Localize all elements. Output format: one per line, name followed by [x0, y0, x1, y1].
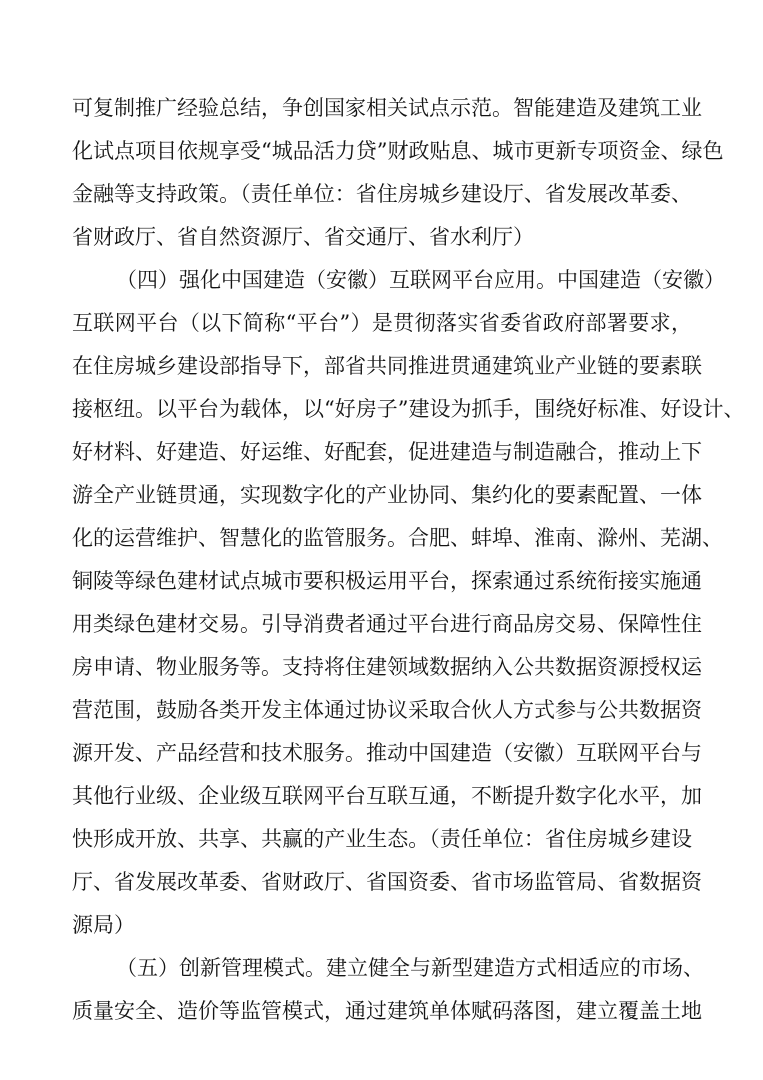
text-line-9: 好材料、好建造、好运维、好配套，促进建造与制造融合，推动上下 — [72, 440, 702, 464]
text-line-8: 接枢纽。以平台为载体，以“好房子”建设为抓手，围绕好标准、好设计、 — [72, 397, 745, 421]
text-line-18: 快形成开放、共享、共赢的产业生态。（责任单位：省住房城乡建设 — [72, 827, 692, 851]
text-line-19: 厅、省发展改革委、省财政厅、省国资委、省市场监管局、省数据资 — [72, 870, 702, 894]
text-line-20: 源局） — [72, 913, 135, 937]
text-line-12: 铜陵等绿色建材试点城市要积极运用平台，探索通过系统衔接实施通 — [72, 569, 702, 593]
section-heading-5: （五）创新管理模式。建立健全与新型建造方式相适应的市场、 — [116, 956, 704, 980]
section-heading-4: （四）强化中国建造（安徽）互联网平台应用。中国建造（安徽） — [116, 268, 725, 292]
text-line-17: 其他行业级、企业级互联网平台互联互通，不断提升数字化水平，加 — [72, 784, 702, 808]
text-line-14: 房申请、物业服务等。支持将住建领域数据纳入公共数据资源授权运 — [72, 655, 702, 679]
text-line-1: 可复制推广经验总结，争创国家相关试点示范。智能建造及建筑工业 — [72, 96, 702, 120]
text-line-13: 用类绿色建材交易。引导消费者通过平台进行商品房交易、保障性住 — [72, 612, 702, 636]
text-line-4: 省财政厅、省自然资源厅、省交通厅、省水利厅） — [72, 225, 534, 249]
text-line-16: 源开发、产品经营和技术服务。推动中国建造（安徽）互联网平台与 — [72, 741, 702, 765]
text-line-3: 金融等支持政策。（责任单位：省住房城乡建设厅、省发展改革委、 — [72, 182, 692, 206]
text-line-11: 化的运营维护、智慧化的监管服务。合肥、蚌埠、淮南、滁州、芜湖、 — [72, 526, 723, 550]
text-line-10: 游全产业链贯通，实现数字化的产业协同、集约化的要素配置、一体 — [72, 483, 702, 507]
text-line-22: 质量安全、造价等监管模式，通过建筑单体赋码落图，建立覆盖土地 — [72, 999, 702, 1023]
text-line-7: 在住房城乡建设部指导下，部省共同推进贯通建筑业产业链的要素联 — [72, 354, 702, 378]
text-line-15: 营范围，鼓励各类开发主体通过协议采取合伙人方式参与公共数据资 — [72, 698, 702, 722]
text-line-6: 互联网平台（以下简称“平台”）是贯彻落实省委省政府部署要求， — [72, 311, 692, 335]
text-line-2: 化试点项目依规享受“城品活力贷”财政贴息、城市更新专项资金、绿色 — [72, 139, 724, 163]
